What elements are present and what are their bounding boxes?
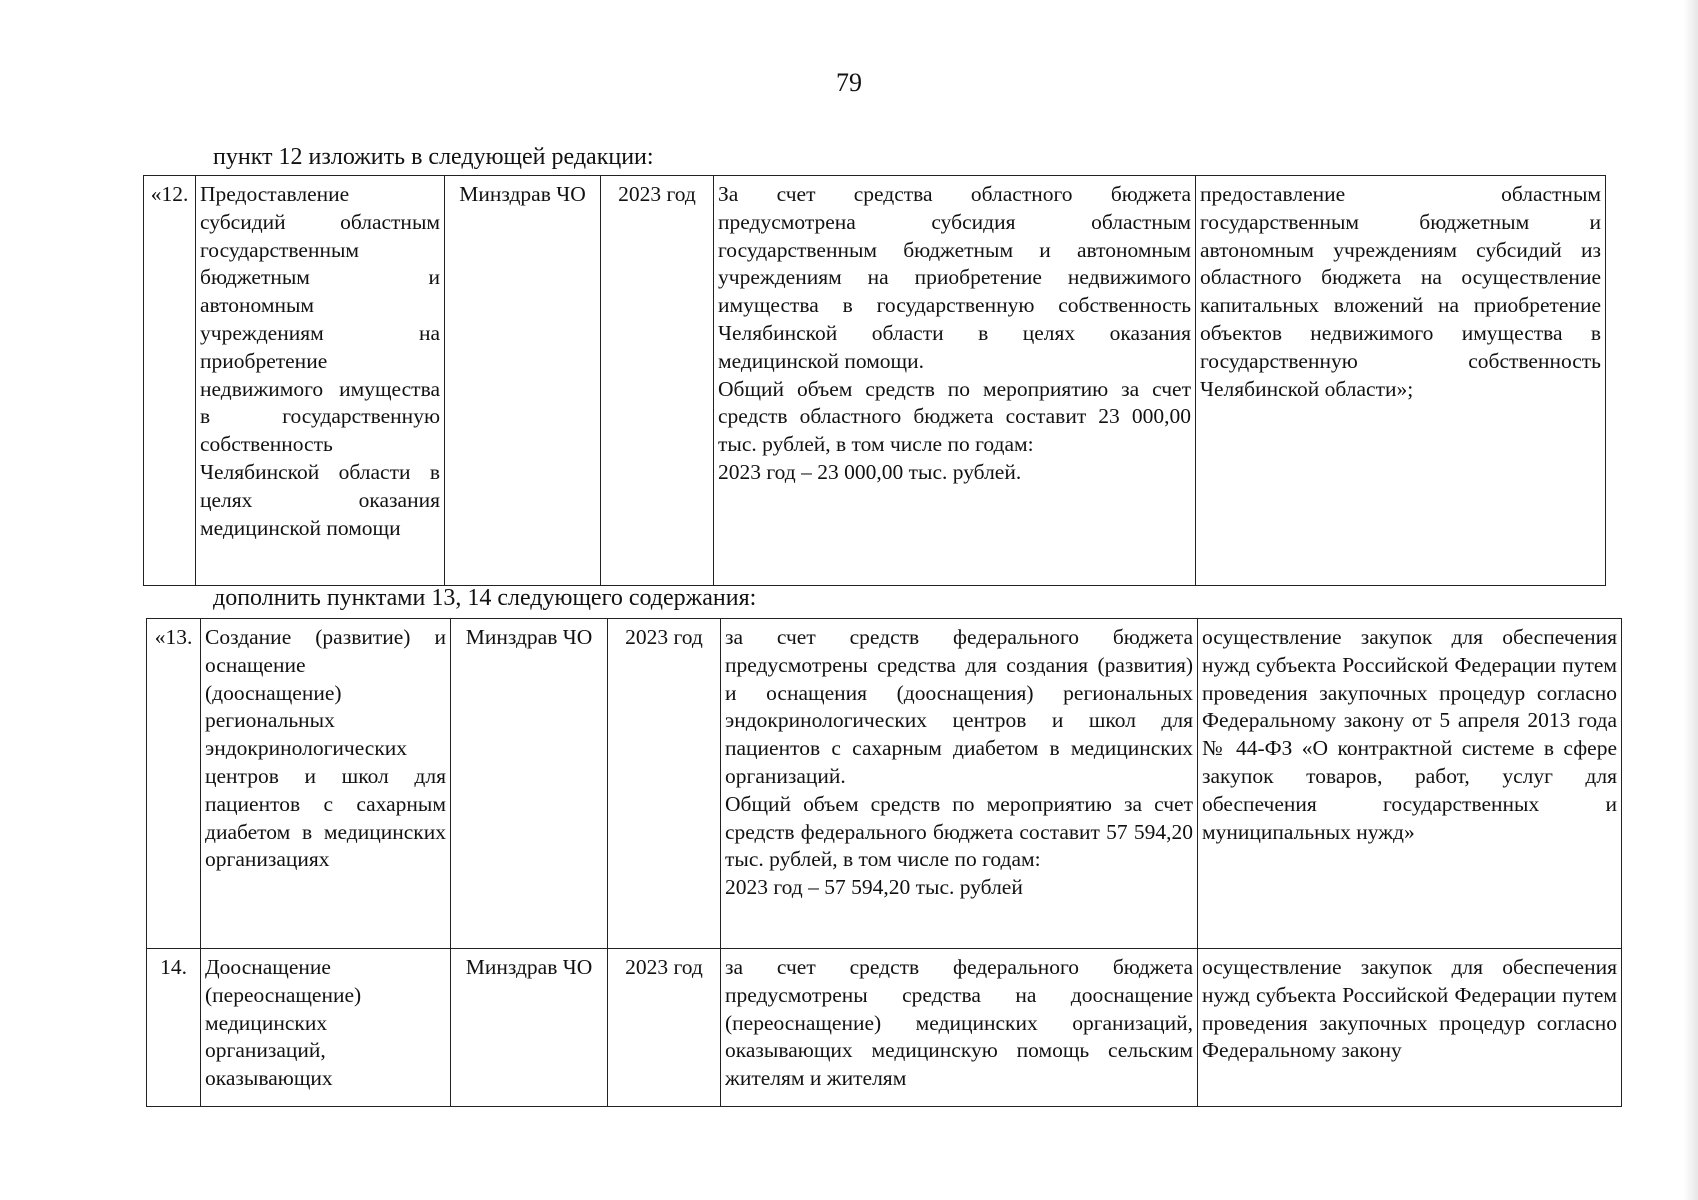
page-number: 79 bbox=[836, 68, 862, 97]
table-row bbox=[147, 619, 1622, 949]
section-1-intro: пункт 12 изложить в следующей редакции: bbox=[213, 144, 654, 170]
year: 2023 год bbox=[608, 619, 721, 949]
funding-paragraph: 2023 год – 57 594,20 тыс. рублей bbox=[725, 875, 1023, 900]
row-number: «13. bbox=[147, 619, 201, 949]
funding-description bbox=[721, 949, 1198, 1107]
funding-paragraph: Общий объем средств по мероприятию за счет средств областного бюджета составит 23 000,00 тыс. рублей, в том числе по годам: bbox=[718, 376, 1191, 457]
table-row bbox=[147, 949, 1622, 1107]
expected-result: осуществление закупок для обеспечения нужд субъекта Российской Федерации путем проведения закупочных процедур согласно Федеральному закону от 5 апреля 2013 года № 44-ФЗ «О контрактной системе в сфере закупок товаров, работ, услуг для обеспечения государственных и муниципальных нужд» bbox=[1198, 619, 1622, 949]
year: 2023 год bbox=[608, 949, 721, 1107]
funding-paragraph: 2023 год – 23 000,00 тыс. рублей. bbox=[718, 459, 1022, 484]
year: 2023 год bbox=[601, 176, 714, 586]
funding-paragraph: Общий объем средств по мероприятию за счет средств федерального бюджета составит 57 594,20 тыс. рублей, в том числе по годам: bbox=[725, 791, 1193, 872]
measure-name: Создание (развитие) и оснащение (дооснащение) региональных эндокринологических центров и школ для пациентов с сахарным диабетом в медицинских организациях bbox=[201, 619, 451, 949]
funding-paragraph: за счет средств федерального бюджета предусмотрены средства для создания (развития) и оснащения (дооснащения) региональных эндокринологических центров и школ для пациентов с сахарным диабетом в медицинских организаций. bbox=[725, 625, 1193, 788]
measure-name: Предоставление субсидий областным государственным бюджетным и автономным учреждениям на приобретение недвижимого имущества в государственную собственность Челябинской области в целях оказания медицинской помощи bbox=[196, 176, 445, 586]
table-items-13-14 bbox=[146, 618, 1622, 1107]
table-item-12 bbox=[143, 175, 1606, 586]
executor: Минздрав ЧО bbox=[445, 176, 601, 586]
table-row bbox=[144, 176, 1606, 586]
expected-result: предоставление областным государственным бюджетным и автономным учреждениям субсидий из областного бюджета на осуществление капитальных вложений на приобретение объектов недвижимого имущества в государственную собственность Челябинской области»; bbox=[1196, 176, 1606, 586]
scan-edge-shadow bbox=[1684, 0, 1698, 1200]
row-number: 14. bbox=[147, 949, 201, 1107]
section-2-intro: дополнить пунктами 13, 14 следующего содержания: bbox=[213, 585, 757, 611]
expected-result: осуществление закупок для обеспечения нужд субъекта Российской Федерации путем проведения закупочных процедур согласно Федеральному закону bbox=[1198, 949, 1622, 1107]
funding-paragraph: За счет средства областного бюджета предусмотрена субсидия областным государственным бюджетным и автономным учреждениям на приобретение недвижимого имущества в государственную собственность Челябинской области в целях оказания медицинской помощи. bbox=[718, 182, 1191, 373]
funding-description bbox=[721, 619, 1198, 949]
executor: Минздрав ЧО bbox=[451, 949, 608, 1107]
funding-description bbox=[714, 176, 1196, 586]
executor: Минздрав ЧО bbox=[451, 619, 608, 949]
measure-name: Дооснащение (переоснащение) медицинских организаций, оказывающих bbox=[201, 949, 451, 1107]
row-number: «12. bbox=[144, 176, 196, 586]
funding-paragraph: за счет средств федерального бюджета предусмотрены средства на дооснащение (переоснащение) медицинских организаций, оказывающих медицинскую помощь сельским жителям и жителям bbox=[725, 955, 1193, 1091]
